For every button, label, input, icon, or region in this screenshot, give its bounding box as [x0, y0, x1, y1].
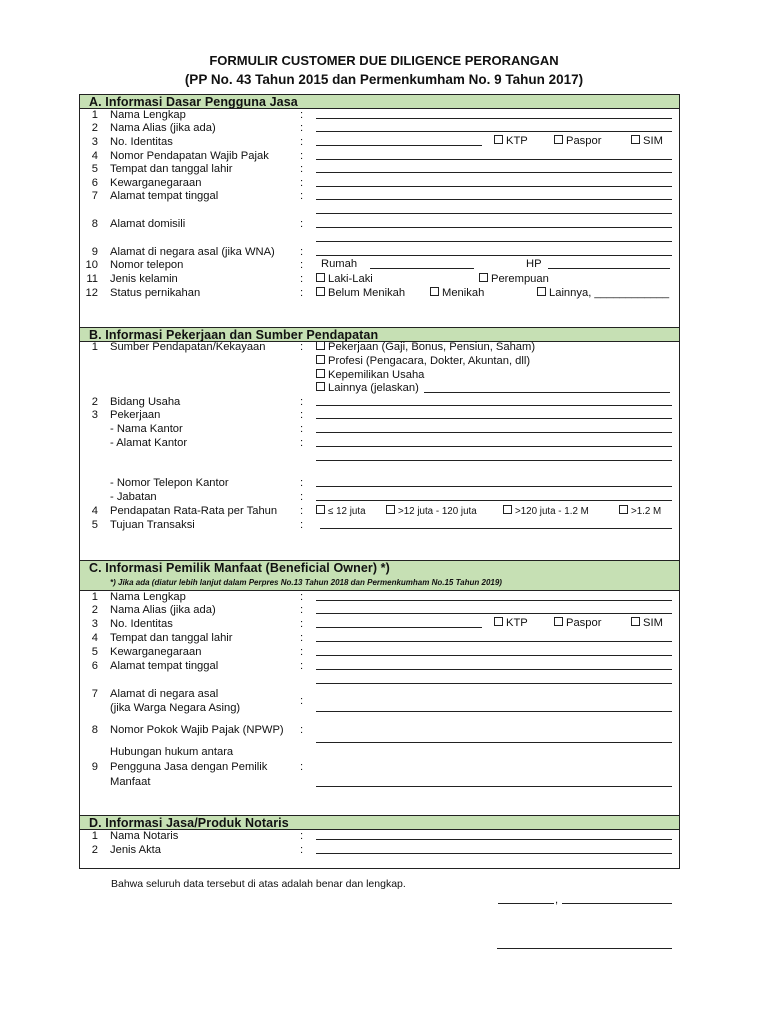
row-number: 6: [91, 660, 98, 672]
label-status-nikah: Status pernikahan: [110, 287, 201, 299]
colon: :: [300, 218, 304, 230]
date-separator: ,: [555, 894, 559, 906]
checkbox-icon[interactable]: [479, 273, 488, 282]
date-field[interactable]: [562, 903, 672, 904]
belum-menikah-label: Belum Menikah: [328, 287, 406, 299]
row-number: 4: [91, 632, 98, 644]
tujuan-transaksi-field[interactable]: [320, 528, 672, 529]
row-number: 3: [91, 618, 98, 630]
colon: :: [300, 632, 304, 644]
lainnya-jelaskan-field[interactable]: [424, 392, 670, 393]
colon: :: [300, 396, 304, 408]
bo-ttl-field[interactable]: [316, 641, 672, 642]
colon: :: [300, 646, 304, 658]
bo-identitas-field[interactable]: [316, 627, 482, 628]
income-label-3: >120 juta - 1.2 M: [515, 506, 589, 517]
checkbox-icon[interactable]: [430, 287, 439, 296]
label-tujuan-transaksi: Tujuan Transaksi: [110, 519, 195, 531]
form-title: FORMULIR CUSTOMER DUE DILIGENCE PERORANGAN: [209, 53, 559, 68]
colon: :: [300, 423, 304, 435]
row-number: 5: [91, 519, 98, 531]
telepon-kantor-field[interactable]: [316, 486, 672, 487]
nama-alias-field[interactable]: [316, 131, 672, 132]
colon: :: [300, 287, 304, 299]
colon: :: [300, 695, 304, 707]
section-d-header: [80, 815, 679, 830]
rumah-label: Rumah: [321, 258, 358, 270]
alamat-domisili-field-2[interactable]: [316, 241, 672, 242]
colon: :: [300, 591, 304, 603]
label-alamat-asal: Alamat di negara asal (jika WNA): [110, 246, 275, 258]
lainnya-jelaskan-option[interactable]: [316, 382, 419, 395]
checkbox-icon[interactable]: [494, 617, 503, 626]
kepemilikan-usaha-option[interactable]: [316, 369, 424, 382]
place-field[interactable]: [498, 903, 554, 904]
label-nama-kantor: - Nama Kantor: [110, 423, 183, 435]
colon: :: [300, 830, 304, 842]
label-bo-alamat-asal: Alamat di negara asal: [110, 688, 219, 700]
section-c-note: *) Jika ada (diatur lebih lanjut dalam Perpres No.13 Tahun 2018 dan Permenkumham No.15 Tahun 2019): [110, 578, 502, 587]
checkbox-icon[interactable]: [503, 505, 512, 514]
label-jabatan: - Jabatan: [110, 491, 157, 503]
colon: :: [300, 604, 304, 616]
menikah-label: Menikah: [442, 287, 485, 299]
bo-alamat-field-2[interactable]: [316, 683, 672, 684]
checkbox-icon[interactable]: [316, 369, 325, 378]
colon: :: [300, 519, 304, 531]
label-no-identitas: No. Identitas: [110, 136, 173, 148]
jenis-akta-field[interactable]: [316, 853, 672, 854]
label-alamat-domisili: Alamat domisili: [110, 218, 186, 230]
income-option-3[interactable]: [503, 505, 589, 518]
form-subtitle: (PP No. 43 Tahun 2015 dan Permenkumham No. 9 Tahun 2017): [184, 72, 584, 87]
section-d-title: D. Informasi Jasa/Produk Notaris: [89, 816, 289, 830]
label-bo-npwp: Nomor Pokok Wajib Pajak (NPWP): [110, 724, 284, 736]
label-bo-alias: Nama Alias (jika ada): [110, 604, 216, 616]
row-number: 4: [91, 505, 98, 517]
colon: :: [300, 660, 304, 672]
bo-ktp-option[interactable]: [494, 617, 528, 630]
colon: :: [300, 409, 304, 421]
checkbox-icon[interactable]: [316, 287, 325, 296]
colon: :: [300, 505, 304, 517]
kepemilikan-usaha-label: Kepemilikan Usaha: [328, 369, 425, 381]
section-c-title: C. Informasi Pemilik Manfaat (Beneficial Owner) *): [89, 561, 390, 575]
checkbox-icon[interactable]: [619, 505, 628, 514]
income-label-2: >12 juta - 120 juta: [398, 506, 477, 517]
profesi-option-label: Profesi (Pengacara, Dokter, Akuntan, dll): [328, 355, 531, 367]
statement-text: Bahwa seluruh data tersebut di atas adalah benar dan lengkap.: [111, 878, 406, 890]
profesi-option[interactable]: [316, 355, 530, 368]
label-alamat-tinggal: Alamat tempat tinggal: [110, 190, 219, 202]
colon: :: [300, 844, 304, 856]
pekerjaan-option-label: Pekerjaan (Gaji, Bonus, Pensiun, Saham): [328, 341, 536, 353]
checkbox-icon[interactable]: [316, 341, 325, 350]
income-option-4[interactable]: [619, 505, 661, 518]
alamat-kantor-field[interactable]: [316, 446, 672, 447]
paspor-label: Paspor: [566, 135, 602, 147]
lainnya-option[interactable]: [537, 287, 669, 300]
belum-menikah-option[interactable]: [316, 287, 405, 300]
row-number: 7: [91, 190, 98, 202]
income-label-4: >1.2 M: [631, 506, 662, 517]
colon: :: [300, 136, 304, 148]
section-b-title: B. Informasi Pekerjaan dan Sumber Pendapatan: [89, 328, 379, 342]
colon: :: [300, 491, 304, 503]
row-number: 10: [85, 259, 98, 271]
alamat-tinggal-field-2[interactable]: [316, 213, 672, 214]
checkbox-icon[interactable]: [316, 355, 325, 364]
alamat-asal-field[interactable]: [316, 255, 672, 256]
lainnya-label: Lainnya, ____________: [549, 287, 670, 299]
label-bo-alamat-asal-note: (jika Warga Negara Asing): [110, 702, 241, 714]
telepon-rumah-field[interactable]: [370, 268, 474, 269]
row-number: 3: [91, 136, 98, 148]
colon: :: [300, 259, 304, 271]
bo-paspor-label: Paspor: [566, 617, 602, 629]
hp-label: HP: [526, 258, 542, 270]
bo-ktp-label: KTP: [506, 617, 528, 629]
telepon-hp-field[interactable]: [548, 268, 670, 269]
alamat-tinggal-field[interactable]: [316, 199, 672, 200]
row-number: 5: [91, 163, 98, 175]
label-jenis-akta: Jenis Akta: [110, 844, 161, 856]
colon: :: [300, 246, 304, 258]
nama-kantor-field[interactable]: [316, 432, 672, 433]
row-number: 2: [91, 122, 98, 134]
sim-option[interactable]: [631, 135, 663, 148]
row-number: 8: [91, 724, 98, 736]
no-identitas-field[interactable]: [316, 145, 482, 146]
label-bo-identitas: No. Identitas: [110, 618, 173, 630]
checkbox-icon[interactable]: [554, 617, 563, 626]
bo-nama-field[interactable]: [316, 600, 672, 601]
income-option-1[interactable]: [316, 505, 366, 518]
label-sumber-pendapatan: Sumber Pendapatan/Kekayaan: [110, 341, 266, 353]
label-pendapatan: Pendapatan Rata-Rata per Tahun: [110, 505, 278, 517]
bo-hubungan-field[interactable]: [316, 786, 672, 787]
sim-label: SIM: [643, 135, 663, 147]
pekerjaan-field[interactable]: [316, 418, 672, 419]
ktp-label: KTP: [506, 135, 528, 147]
lainnya-jelaskan-label: Lainnya (jelaskan): [328, 382, 419, 394]
bo-sim-option[interactable]: [631, 617, 663, 630]
colon: :: [300, 109, 304, 121]
pekerjaan-option[interactable]: [316, 341, 535, 354]
row-number: 12: [85, 287, 98, 299]
checkbox-icon[interactable]: [631, 135, 640, 144]
label-nama-alias: Nama Alias (jika ada): [110, 122, 216, 134]
checkbox-icon[interactable]: [316, 505, 325, 514]
row-number: 4: [91, 150, 98, 162]
label-ttl: Tempat dan tanggal lahir: [110, 163, 233, 175]
row-number: 2: [91, 604, 98, 616]
colon: :: [300, 341, 304, 353]
colon: :: [300, 273, 304, 285]
row-number: 6: [91, 177, 98, 189]
bo-paspor-option[interactable]: [554, 617, 601, 630]
colon: :: [300, 177, 304, 189]
section-a-header: [80, 94, 679, 109]
row-number: 7: [91, 688, 98, 700]
menikah-option[interactable]: [430, 287, 484, 300]
label-nama-lengkap: Nama Lengkap: [110, 109, 186, 121]
colon: :: [300, 437, 304, 449]
label-jenis-kelamin: Jenis kelamin: [110, 273, 178, 285]
section-a-title: A. Informasi Dasar Pengguna Jasa: [89, 95, 298, 109]
label-kewarganegaraan: Kewarganegaraan: [110, 177, 202, 189]
label-telepon: Nomor telepon: [110, 259, 184, 271]
alamat-kantor-field-2[interactable]: [316, 460, 672, 461]
checkbox-icon[interactable]: [631, 617, 640, 626]
section-b-header: [80, 327, 679, 342]
row-number: 5: [91, 646, 98, 658]
label-nama-notaris: Nama Notaris: [110, 830, 179, 842]
label-bo-kewarganegaraan: Kewarganegaraan: [110, 646, 202, 658]
signature-line[interactable]: [497, 948, 672, 949]
label-bo-ttl: Tempat dan tanggal lahir: [110, 632, 233, 644]
row-number: 9: [91, 246, 98, 258]
nama-lengkap-field[interactable]: [316, 118, 672, 119]
row-number: 1: [91, 830, 98, 842]
row-number: 3: [91, 409, 98, 421]
npwp-field[interactable]: [316, 159, 672, 160]
colon: :: [300, 477, 304, 489]
ttl-field[interactable]: [316, 172, 672, 173]
perempuan-label: Perempuan: [491, 273, 549, 285]
laki-option[interactable]: [316, 273, 373, 286]
checkbox-icon[interactable]: [494, 135, 503, 144]
label-bidang-usaha: Bidang Usaha: [110, 396, 181, 408]
kewarganegaraan-field[interactable]: [316, 186, 672, 187]
ktp-option[interactable]: [494, 135, 528, 148]
colon: :: [300, 761, 304, 773]
row-number: 2: [91, 844, 98, 856]
label-bo-nama: Nama Lengkap: [110, 591, 186, 603]
row-number: 11: [86, 273, 98, 285]
label-alamat-kantor: - Alamat Kantor: [110, 437, 188, 449]
label-telepon-kantor: - Nomor Telepon Kantor: [110, 477, 229, 489]
colon: :: [300, 150, 304, 162]
laki-label: Laki-Laki: [328, 273, 373, 285]
alamat-domisili-field[interactable]: [316, 227, 672, 228]
bo-alamat-field[interactable]: [316, 669, 672, 670]
label-bo-hubungan-3: Manfaat: [110, 776, 151, 788]
jabatan-field[interactable]: [316, 500, 672, 501]
row-number: 1: [91, 341, 98, 353]
colon: :: [300, 724, 304, 736]
row-number: 9: [91, 761, 98, 773]
colon: :: [300, 122, 304, 134]
colon: :: [300, 163, 304, 175]
label-bo-alamat: Alamat tempat tinggal: [110, 660, 219, 672]
bo-kewarganegaraan-field[interactable]: [316, 655, 672, 656]
section-c-header: [80, 560, 679, 591]
row-number: 1: [91, 591, 98, 603]
colon: :: [300, 618, 304, 630]
checkbox-icon[interactable]: [537, 287, 546, 296]
paspor-option[interactable]: [554, 135, 601, 148]
income-label-1: ≤ 12 juta: [328, 506, 366, 517]
bo-npwp-field[interactable]: [316, 742, 672, 743]
label-npwp: Nomor Pendapatan Wajib Pajak: [110, 150, 269, 162]
row-number: 8: [91, 218, 98, 230]
label-pekerjaan: Pekerjaan: [110, 409, 161, 421]
checkbox-icon[interactable]: [316, 382, 325, 391]
nama-notaris-field[interactable]: [316, 839, 672, 840]
colon: :: [300, 190, 304, 202]
bo-alamat-asal-field[interactable]: [316, 711, 672, 712]
row-number: 2: [91, 396, 98, 408]
label-bo-hubungan-2: Pengguna Jasa dengan Pemilik: [110, 761, 268, 773]
bidang-usaha-field[interactable]: [316, 405, 672, 406]
row-number: 1: [91, 109, 98, 121]
checkbox-icon[interactable]: [316, 273, 325, 282]
checkbox-icon[interactable]: [554, 135, 563, 144]
checkbox-icon[interactable]: [386, 505, 395, 514]
bo-alias-field[interactable]: [316, 613, 672, 614]
label-bo-hubungan-1: Hubungan hukum antara: [110, 746, 234, 758]
bo-sim-label: SIM: [643, 617, 663, 629]
income-option-2[interactable]: [386, 505, 477, 518]
perempuan-option[interactable]: [479, 273, 549, 286]
